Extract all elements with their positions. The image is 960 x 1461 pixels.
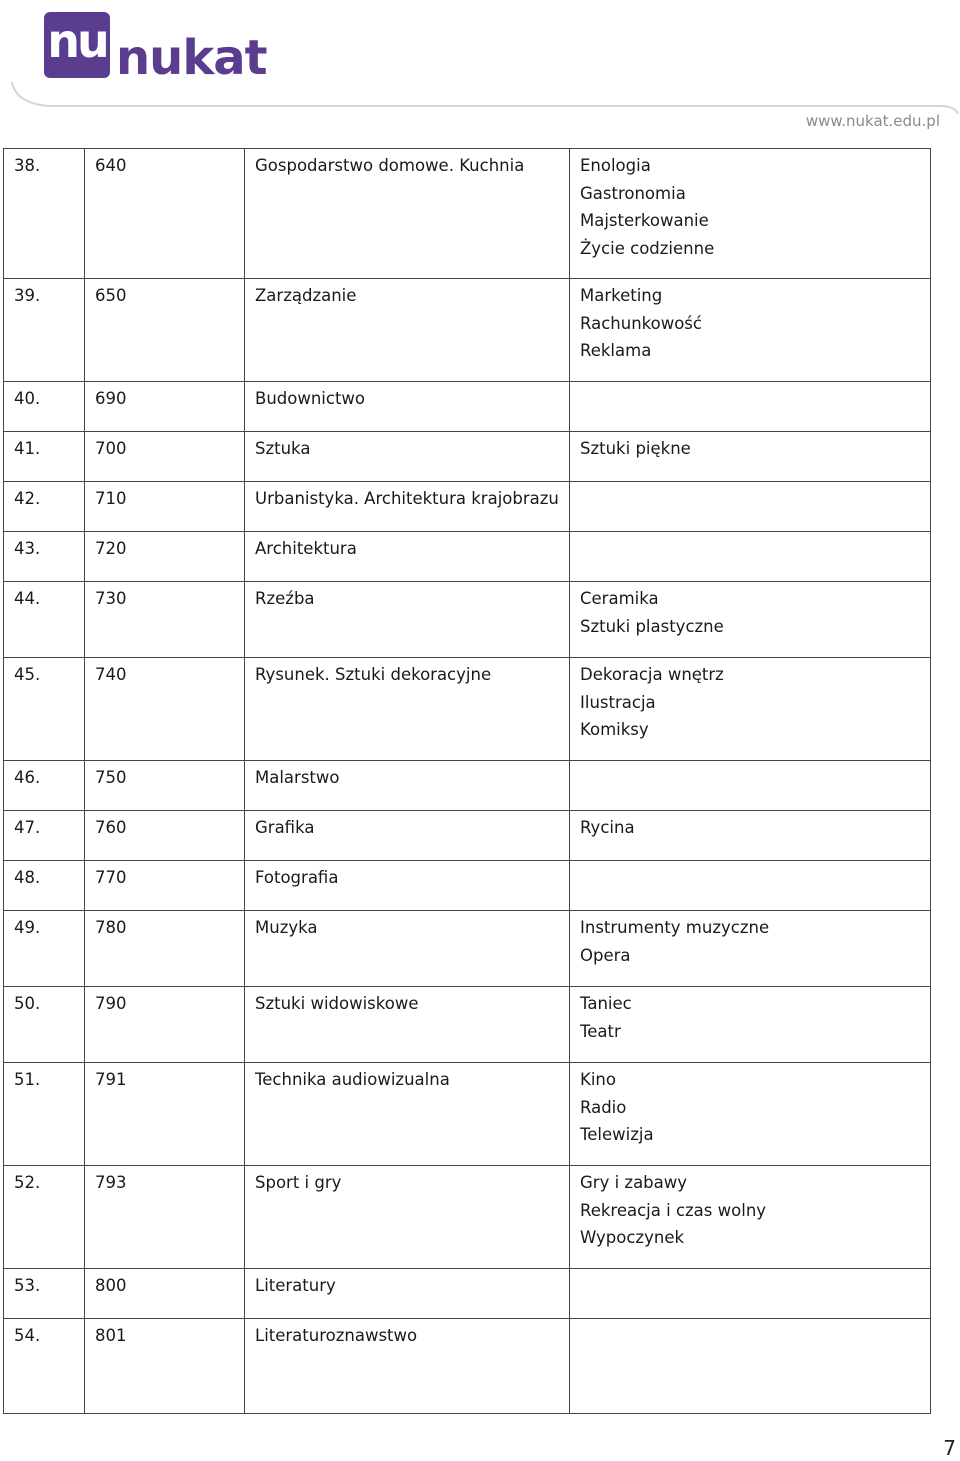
row-number: 54. (4, 1319, 85, 1414)
row-number: 50. (4, 987, 85, 1063)
table-row (4, 149, 931, 279)
table-row (4, 532, 931, 582)
row-subjects (570, 1166, 931, 1269)
row-code: 740 (85, 658, 245, 761)
subject-item: Rachunkowość (580, 313, 702, 333)
row-number: 45. (4, 658, 85, 761)
row-subjects (570, 482, 931, 532)
table-row (4, 1319, 931, 1414)
table-row (4, 482, 931, 532)
table-row (4, 811, 931, 861)
subject-item: Enologia (580, 156, 651, 175)
row-subjects (570, 149, 931, 279)
row-subjects (570, 911, 931, 987)
row-category-name: Malarstwo (245, 761, 570, 811)
row-category-name: Fotografia (245, 861, 570, 911)
row-code: 690 (85, 382, 245, 432)
row-category-name: Sport i gry (245, 1166, 570, 1269)
subject-item: Gry i zabawy (580, 1173, 688, 1192)
row-subjects (570, 987, 931, 1063)
subject-item: Taniec (580, 994, 632, 1013)
subject-item: Kino (580, 1070, 616, 1089)
row-subjects (570, 761, 931, 811)
classification-table (3, 148, 931, 1414)
subject-item: Opera (580, 945, 631, 965)
subject-item: Telewizja (580, 1125, 654, 1145)
table-row (4, 382, 931, 432)
logo-mark: nu (44, 12, 110, 78)
row-code: 710 (85, 482, 245, 532)
row-code: 650 (85, 279, 245, 382)
row-category-name: Literatury (245, 1269, 570, 1319)
row-code: 760 (85, 811, 245, 861)
row-category-name: Grafika (245, 811, 570, 861)
row-subjects (570, 432, 931, 482)
row-code: 791 (85, 1063, 245, 1166)
row-code: 700 (85, 432, 245, 482)
subject-item: Ilustracja (580, 692, 656, 712)
table-row (4, 279, 931, 382)
row-code: 730 (85, 582, 245, 658)
row-category-name: Literaturoznawstwo (245, 1319, 570, 1414)
row-code: 780 (85, 911, 245, 987)
row-code: 790 (85, 987, 245, 1063)
row-category-name: Rzeźba (245, 582, 570, 658)
subject-item: Sztuki plastyczne (580, 616, 724, 636)
subject-item: Rycina (580, 818, 635, 837)
row-subjects (570, 1319, 931, 1414)
row-code: 793 (85, 1166, 245, 1269)
row-number: 42. (4, 482, 85, 532)
subject-item: Sztuki piękne (580, 439, 691, 458)
subject-item: Rekreacja i czas wolny (580, 1200, 767, 1220)
table-row (4, 911, 931, 987)
row-number: 38. (4, 149, 85, 279)
row-number: 41. (4, 432, 85, 482)
row-subjects (570, 582, 931, 658)
row-category-name: Architektura (245, 532, 570, 582)
row-number: 44. (4, 582, 85, 658)
table-row (4, 861, 931, 911)
row-number: 39. (4, 279, 85, 382)
nukat-logo (44, 12, 284, 86)
row-category-name: Gospodarstwo domowe. Kuchnia (245, 149, 570, 279)
subject-item: Ceramika (580, 589, 659, 608)
row-number: 48. (4, 861, 85, 911)
subject-item: Wypoczynek (580, 1228, 685, 1248)
site-url[interactable]: www.nukat.edu.pl (805, 112, 940, 130)
table-row (4, 1269, 931, 1319)
row-code: 640 (85, 149, 245, 279)
row-number: 51. (4, 1063, 85, 1166)
table-row (4, 582, 931, 658)
subject-item: Życie codzienne (580, 238, 715, 258)
row-code: 770 (85, 861, 245, 911)
row-number: 52. (4, 1166, 85, 1269)
row-subjects (570, 382, 931, 432)
row-number: 49. (4, 911, 85, 987)
row-number: 46. (4, 761, 85, 811)
table-row (4, 432, 931, 482)
table-row (4, 1063, 931, 1166)
row-number: 40. (4, 382, 85, 432)
subject-item: Majsterkowanie (580, 211, 709, 231)
table-row (4, 761, 931, 811)
subject-item: Teatr (580, 1021, 621, 1041)
row-code: 720 (85, 532, 245, 582)
row-subjects (570, 279, 931, 382)
row-subjects (570, 861, 931, 911)
row-subjects (570, 1269, 931, 1319)
row-category-name: Sztuka (245, 432, 570, 482)
row-category-name: Budownictwo (245, 382, 570, 432)
row-category-name: Technika audiowizualna (245, 1063, 570, 1166)
row-category-name: Urbanistyka. Architektura krajobrazu (245, 482, 570, 532)
logo-text: nukat (116, 30, 267, 86)
row-category-name: Zarządzanie (245, 279, 570, 382)
table-body (4, 149, 931, 1414)
subject-item: Instrumenty muzyczne (580, 918, 770, 937)
subject-item: Marketing (580, 286, 663, 305)
row-code: 801 (85, 1319, 245, 1414)
row-number: 53. (4, 1269, 85, 1319)
row-code: 800 (85, 1269, 245, 1319)
table-row (4, 658, 931, 761)
row-category-name: Sztuki widowiskowe (245, 987, 570, 1063)
row-number: 43. (4, 532, 85, 582)
subject-item: Radio (580, 1097, 627, 1117)
row-subjects (570, 532, 931, 582)
row-category-name: Muzyka (245, 911, 570, 987)
table-row (4, 987, 931, 1063)
row-code: 750 (85, 761, 245, 811)
table-row (4, 1166, 931, 1269)
row-subjects (570, 658, 931, 761)
subject-item: Dekoracja wnętrz (580, 665, 724, 684)
subject-item: Komiksy (580, 720, 649, 740)
row-subjects (570, 1063, 931, 1166)
subject-item: Gastronomia (580, 183, 686, 203)
row-subjects (570, 811, 931, 861)
subject-item: Reklama (580, 341, 652, 361)
row-category-name: Rysunek. Sztuki dekoracyjne (245, 658, 570, 761)
row-number: 47. (4, 811, 85, 861)
page-number: 7 (943, 1436, 956, 1460)
